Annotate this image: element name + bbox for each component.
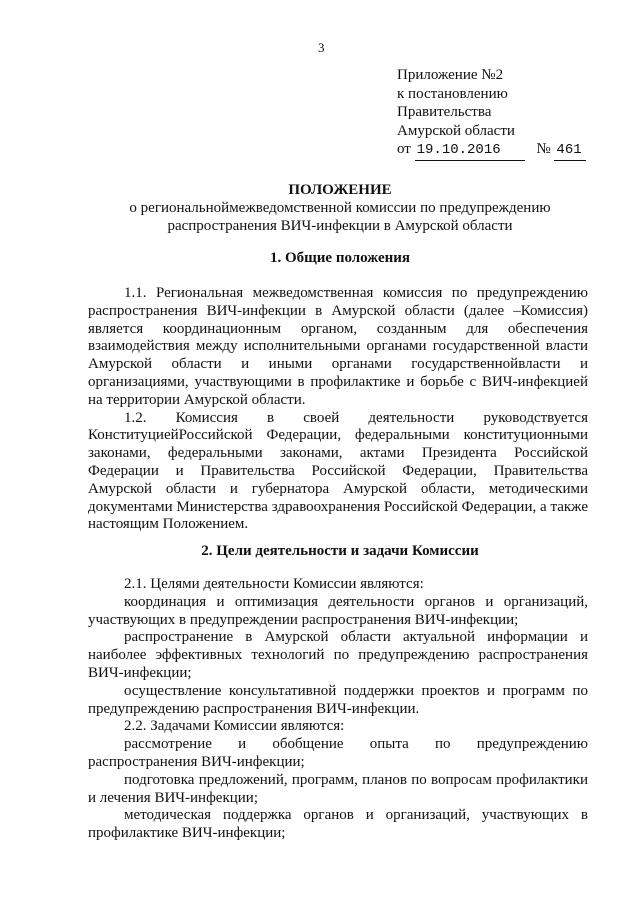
section-2-heading: 2. Цели деятельности и задачи Комиссии: [201, 543, 479, 559]
appendix-line-2: к постановлению: [397, 85, 508, 102]
page-number: 3: [318, 40, 325, 55]
appendix-line-3: Правительства: [397, 104, 492, 120]
document-subtitle-line-2: распространения ВИЧ-инфекции в Амурской области: [167, 218, 513, 234]
paragraph-2-2: 2.2. Задачами Комиссии являются:: [124, 718, 345, 735]
goal-item-3: осуществление консультативной поддержки проектов и программ по предупреждению распространения ВИЧ-инфекции.: [88, 682, 588, 717]
section-1-heading: 1. Общие положения: [269, 250, 411, 266]
document-date: 19.10.2016: [415, 141, 525, 161]
task-item-2: подготовка предложений, программ, планов по вопросам профилактики и лечения ВИЧ-инфекции;: [88, 771, 588, 806]
goal-item-2: распространение в Амурской области актуальной информации и наиболее эффективных технологий по предупреждению распространения ВИЧ-инфекции;: [88, 629, 588, 681]
from-label: от: [397, 141, 411, 157]
appendix-line-4: Амурской области: [397, 122, 515, 139]
appendix-date-line: [397, 140, 586, 161]
paragraph-1-2: 1.2. Комиссия в своей деятельности руководствуется КонституциейРоссийской Федерации, федеральными конституционными законами, федеральными законами, актами Президента Российской Федерации и Правительства Российской Федерации, Правительства Амурской области и губернатора Амурской области, методическими документами Министерства здравоохранения Российской Федерации, а также настоящим Положением.: [88, 409, 588, 533]
section-1-body: [88, 285, 588, 534]
paragraph-2-1: 2.1. Целями деятельности Комиссии являются:: [124, 576, 424, 592]
appendix-block: [397, 66, 586, 161]
document-subtitle-line-1: о региональноймежведомственной комиссии по предупреждению: [129, 200, 551, 216]
task-item-1: рассмотрение и обобщение опыта по предупреждению распространения ВИЧ-инфекции;: [88, 736, 588, 770]
document-title: ПОЛОЖЕНИЕ: [288, 182, 392, 198]
number-label: №: [536, 141, 551, 157]
paragraph-1-1: 1.1. Региональная межведомственная комиссия по предупреждению распространения ВИЧ-инфекции в Амурской области (далее –Комиссия) является координационным органом, созданным для обеспечения взаимодействия между исполнительными органами государственной власти Амурской области и иными органами государственнойвласти и организациями, участвующими в профилактике и борьбе с ВИЧ-инфекцией на территории Амурской области.: [88, 285, 588, 408]
task-item-3: методическая поддержка органов и организаций, участвующих в профилактике ВИЧ-инфекции;: [88, 807, 588, 842]
section-2-body: [88, 576, 588, 843]
appendix-line-1: Приложение №2: [397, 67, 504, 83]
document-number: 461: [554, 141, 586, 161]
goal-item-1: координация и оптимизация деятельности органов и организаций, участвующих в предупреждении распространения ВИЧ-инфекции;: [88, 593, 588, 628]
